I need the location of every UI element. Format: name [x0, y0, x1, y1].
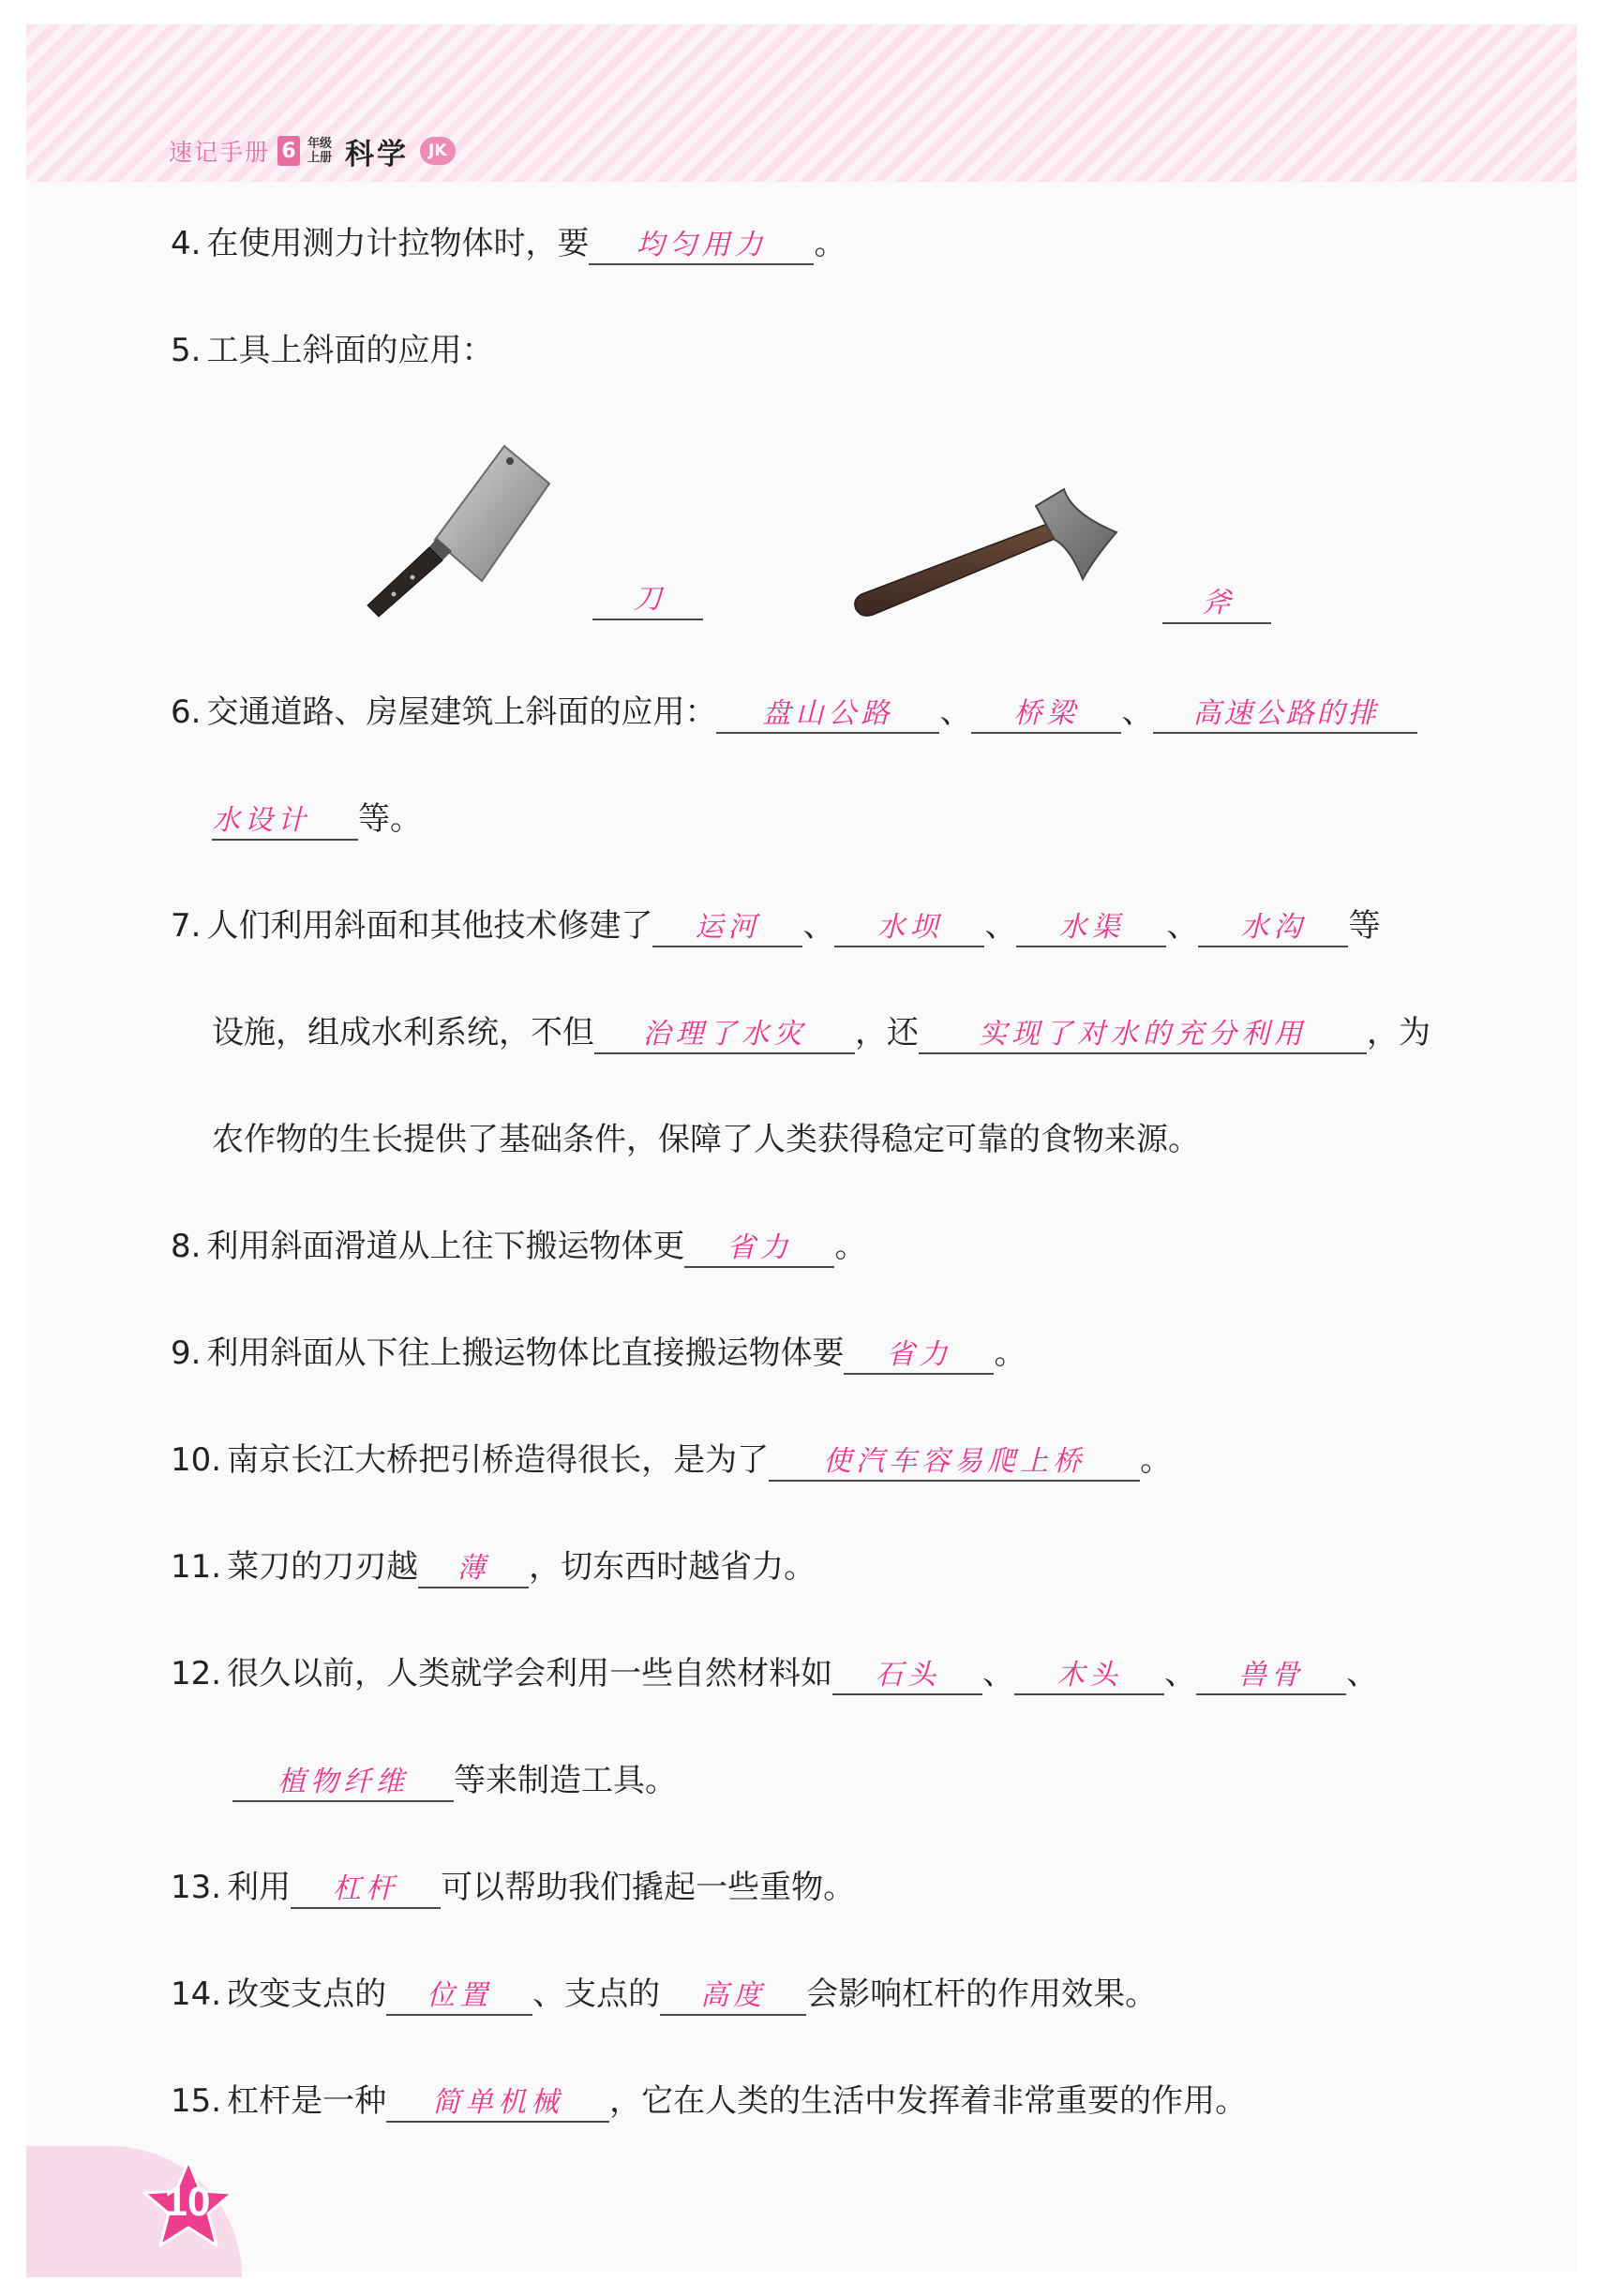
term-label: 年级 上册	[307, 137, 333, 165]
question-7-line-2: 设施，组成水利系统，不但 治理了水灾 ，还 实现了对水的充分利用 ，为	[212, 1012, 1431, 1054]
answer-blank: 使汽车容易爬上桥	[769, 1444, 1140, 1482]
answer-blank: 均匀用力	[589, 228, 814, 265]
answer-blank: 运河	[652, 910, 802, 947]
answer-blank: 水设计	[212, 803, 358, 841]
answer-blank: 植物纤维	[232, 1765, 454, 1802]
page-number: 10	[164, 2179, 211, 2225]
question-7: 7. 人们利用斜面和其他技术修建了 运河 、 水坝 、 水渠 、 水沟 等	[171, 905, 1380, 947]
question-11: 11. 菜刀的刀刃越 薄 ，切东西时越省力。	[171, 1546, 816, 1588]
answer-blank: 木头	[1014, 1658, 1164, 1695]
question-9: 9. 利用斜面从下往上搬运物体比直接搬运物体要 省力 。	[171, 1333, 1026, 1375]
question-6: 6. 交通道路、房屋建筑上斜面的应用： 盘山公路 、 桥梁 、 高速公路的排	[171, 692, 1417, 734]
question-8: 8. 利用斜面滑道从上往下搬运物体更 省力 。	[171, 1226, 866, 1268]
answer-blank: 省力	[844, 1337, 994, 1375]
answer-blank: 治理了水灾	[594, 1017, 855, 1054]
tool-label-knife: 刀	[592, 581, 703, 620]
answer-blank: 薄	[418, 1551, 529, 1588]
edition-badge: JK	[420, 137, 456, 165]
answer-blank: 水坝	[834, 910, 984, 947]
question-7-line-3: 农作物的生长提供了基础条件，保障了人类获得稳定可靠的食物来源。	[212, 1121, 1200, 1158]
tool-label-axe: 斧	[1162, 585, 1271, 624]
question-12: 12. 很久以前，人类就学会利用一些自然材料如 石头 、 木头 、 兽骨 、	[171, 1653, 1378, 1695]
series-title: 速记手册	[169, 139, 271, 166]
answer-blank: 位置	[386, 1978, 532, 2016]
answer-blank: 实现了对水的充分利用	[919, 1017, 1367, 1054]
question-12-continued: 植物纤维 等来制造工具。	[232, 1760, 677, 1802]
answer-blank: 高速公路的排	[1153, 696, 1417, 734]
question-4: 4. 在使用测力计拉物体时，要 均匀用力 。	[171, 223, 846, 265]
grade-badge: 6	[277, 136, 300, 166]
question-10: 10. 南京长江大桥把引桥造得很长，是为了 使汽车容易爬上桥 。	[171, 1439, 1172, 1482]
answer-blank: 水沟	[1198, 910, 1348, 947]
question-14: 14. 改变支点的 位置 、支点的 高度 会影响杠杆的作用效果。	[171, 1974, 1157, 2016]
question-5: 5. 工具上斜面的应用：	[171, 332, 494, 369]
question-13: 13. 利用 杠杆 可以帮助我们撬起一些重物。	[171, 1867, 855, 1909]
cleaver-image	[362, 440, 559, 628]
answer-blank: 杠杆	[291, 1871, 441, 1909]
answer-blank: 桥梁	[971, 696, 1121, 734]
answer-blank: 简单机械	[386, 2085, 609, 2123]
answer-blank: 石头	[832, 1658, 982, 1695]
answer-blank: 水渠	[1016, 910, 1166, 947]
subject-title: 科学	[345, 137, 410, 171]
answer-blank: 盘山公路	[716, 696, 939, 734]
answer-blank: 兽骨	[1196, 1658, 1346, 1695]
axe-image	[848, 485, 1130, 626]
answer-blank: 高度	[660, 1978, 806, 2016]
running-header	[169, 126, 456, 176]
answer-blank: 省力	[684, 1230, 834, 1268]
question-15: 15. 杠杆是一种 简单机械 ，它在人类的生活中发挥着非常重要的作用。	[171, 2080, 1247, 2123]
question-6-continued: 水设计 等。	[212, 798, 422, 841]
